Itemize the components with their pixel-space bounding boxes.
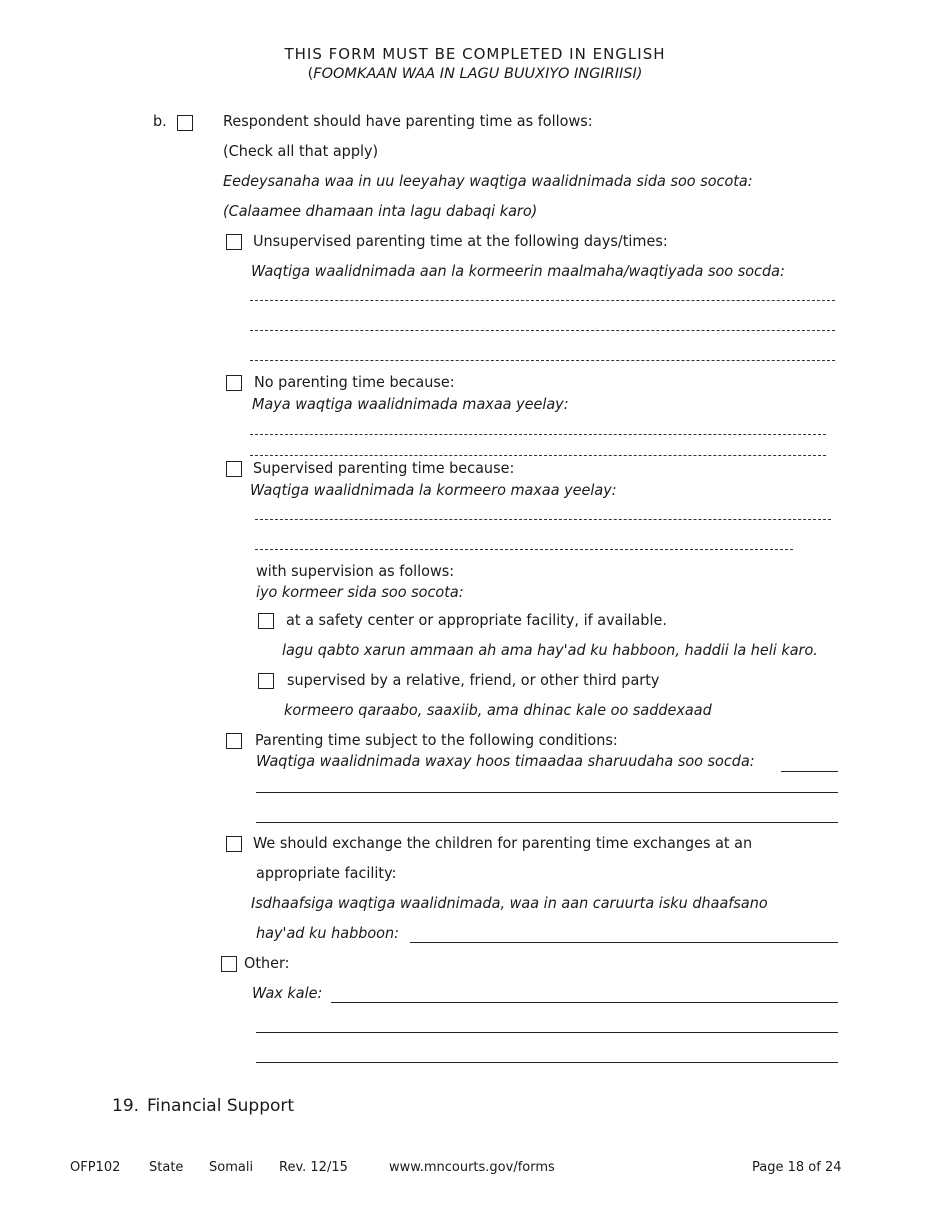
section-b-title-somali: Eedeysanaha waa in uu leeyahay waqtiga waalidnimada sida soo socota: xyxy=(223,172,753,190)
footer-revision: Rev. 12/15 xyxy=(279,1160,348,1175)
unsupervised-line-2[interactable] xyxy=(250,330,835,331)
exchange-label-somali-line2: hay'ad ku habboon: xyxy=(256,924,400,942)
form-language-notice-somali xyxy=(0,66,950,82)
section-19-number: 19. xyxy=(112,1096,140,1116)
supervised-line-1[interactable] xyxy=(255,519,831,520)
safety-center-label: at a safety center or appropriate facility, if available. xyxy=(286,611,667,629)
supervision-as-follows-label-somali: iyo kormeer sida soo socota: xyxy=(256,583,464,601)
other-checkbox[interactable] xyxy=(221,956,237,972)
conditions-label: Parenting time subject to the following conditions: xyxy=(255,731,618,749)
section-19-title: Financial Support xyxy=(147,1096,295,1116)
supervised-label: Supervised parenting time because: xyxy=(253,459,515,477)
exchange-label-line2: appropriate facility: xyxy=(256,864,397,882)
unsupervised-line-3[interactable] xyxy=(250,360,835,361)
other-label: Other: xyxy=(244,954,290,972)
section-b-marker: b. xyxy=(153,112,167,130)
unsupervised-line-1[interactable] xyxy=(250,300,835,301)
other-line-2[interactable] xyxy=(256,1032,838,1033)
no-parenting-time-line-2[interactable] xyxy=(250,455,826,456)
third-party-label-somali: kormeero qaraabo, saaxiib, ama dhinac kale oo saddexaad xyxy=(284,701,712,719)
section-b-checkbox[interactable] xyxy=(177,115,193,131)
unsupervised-label-somali: Waqtiga waalidnimada aan la kormeerin maalmaha/waqtiyada soo socda: xyxy=(251,262,785,280)
notice-somali-text: FOOMKAAN WAA IN LAGU BUUXIYO INGIRIISI) xyxy=(313,66,643,82)
conditions-line-1[interactable] xyxy=(781,771,838,772)
no-parenting-time-label: No parenting time because: xyxy=(254,373,455,391)
section-b-title: Respondent should have parenting time as follows: xyxy=(223,112,593,130)
other-line-1[interactable] xyxy=(331,1002,838,1003)
conditions-label-somali: Waqtiga waalidnimada waxay hoos timaadaa sharuudaha soo socda: xyxy=(256,752,755,770)
third-party-checkbox[interactable] xyxy=(258,673,274,689)
footer-page-number: Page 18 of 24 xyxy=(752,1160,842,1175)
other-line-3[interactable] xyxy=(256,1062,838,1063)
conditions-checkbox[interactable] xyxy=(226,733,242,749)
no-parenting-time-checkbox[interactable] xyxy=(226,375,242,391)
footer-form-id: OFP102 xyxy=(70,1160,121,1175)
third-party-label: supervised by a relative, friend, or other third party xyxy=(287,671,660,689)
form-language-notice: THIS FORM MUST BE COMPLETED IN ENGLISH xyxy=(284,45,666,63)
exchange-label-line1: We should exchange the children for parenting time exchanges at an xyxy=(253,834,753,852)
unsupervised-checkbox[interactable] xyxy=(226,234,242,250)
footer-url[interactable]: www.mncourts.gov/forms xyxy=(389,1160,555,1175)
safety-center-label-somali: lagu qabto xarun ammaan ah ama hay'ad ku habboon, haddii la heli karo. xyxy=(282,641,818,659)
supervision-as-follows-label: with supervision as follows: xyxy=(256,562,455,580)
section-b-check-all: (Check all that apply) xyxy=(223,142,379,160)
footer-language: Somali xyxy=(209,1160,254,1175)
conditions-line-3[interactable] xyxy=(256,822,838,823)
conditions-line-2[interactable] xyxy=(256,792,838,793)
no-parenting-time-line-1[interactable] xyxy=(250,434,826,435)
unsupervised-label: Unsupervised parenting time at the following days/times: xyxy=(253,232,668,250)
exchange-label-somali-line1: Isdhaafsiga waqtiga waalidnimada, waa in aan caruurta isku dhaafsano xyxy=(251,894,768,912)
other-label-somali: Wax kale: xyxy=(252,984,323,1002)
supervised-checkbox[interactable] xyxy=(226,461,242,477)
notice-paren: ( xyxy=(307,66,314,82)
footer-state: State xyxy=(149,1160,184,1175)
safety-center-checkbox[interactable] xyxy=(258,613,274,629)
supervised-line-2[interactable] xyxy=(255,549,793,550)
exchange-line[interactable] xyxy=(410,942,838,943)
section-b-check-all-somali: (Calaamee dhamaan inta lagu dabaqi karo) xyxy=(223,202,538,220)
supervised-label-somali: Waqtiga waalidnimada la kormeero maxaa yeelay: xyxy=(250,481,617,499)
exchange-checkbox[interactable] xyxy=(226,836,242,852)
no-parenting-time-label-somali: Maya waqtiga waalidnimada maxaa yeelay: xyxy=(252,395,569,413)
